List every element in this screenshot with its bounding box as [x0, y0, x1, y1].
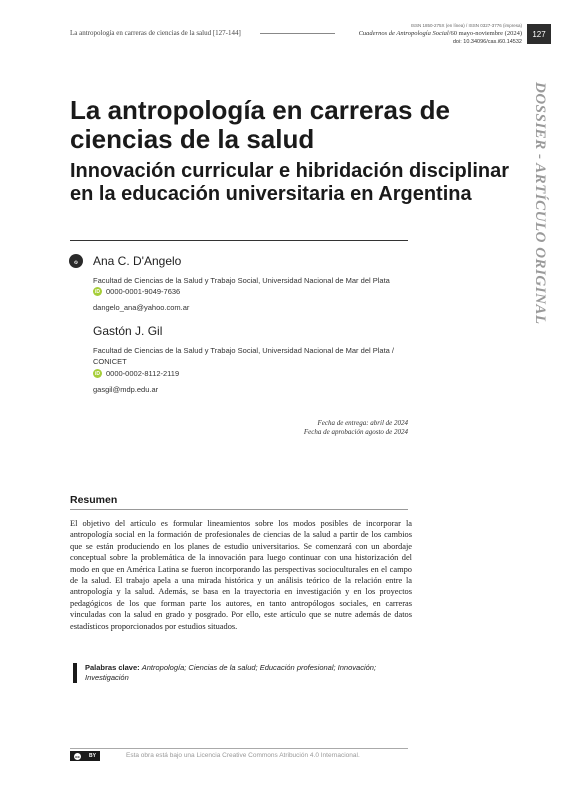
orcid-number[interactable]: 0000-0002-8112-2119	[106, 369, 180, 378]
page-number: 127	[527, 24, 551, 44]
affiliation-line: CONICET	[93, 357, 127, 366]
orcid-number[interactable]: 0000-0001-9049-7636	[106, 287, 181, 296]
doi-line[interactable]: doi: 10.34096/cas.i60.14532	[452, 39, 522, 45]
keywords-label: Palabras clave:	[85, 663, 140, 672]
issn-line: ISSN 1850-275X (en línea) / ISSN 0327-3776 (impresa)	[410, 23, 522, 28]
author-email[interactable]: dangelo_ana@yahoo.com.ar	[93, 303, 190, 312]
keywords-text: Antropología; Ciencias de la salud; Educación profesional; Innovación; Investigación	[85, 663, 377, 682]
article-title: La antropología en carreras de ciencias de la salud	[70, 95, 451, 154]
keywords-bar	[73, 663, 77, 683]
abstract-text: El objetivo del artículo es formular lineamientos sobre los modos posibles de incorporar la antropología social en la formación de profesionales de ciencias de la salud a partir de los cambios que se están produciendo en los planes de estudio universitarios. Se comenzará con un abordaje conceptual sobre la problemática de la innovación para luego continuar con una historización del modo en que en América Latina se fueron incorporando las perspectivas socioculturales en el campo de la salud. El trabajo apela a una mirada histórica y un análisis teórico de la relación entre la antropología y la salud. Además, se basa en la trayectoria en investigación y en los proyectos pedagógicos de los que forman parte los autores, en tanto antropólogos sociales, en carreras vinculadas con la salud en grado y posgrado. Por ello, este artículo que se nutre además de datos estadísticos proporcionados por estudios situados.	[70, 519, 412, 631]
author-name: Ana C. D'Angelo	[93, 254, 182, 268]
running-head: La antropología en carreras de ciencias de la salud [127-144]	[70, 29, 241, 37]
journal-issue: /60 mayo-noviembre (2024)	[448, 30, 522, 37]
keywords	[85, 663, 405, 682]
author-affiliation: Facultad de Ciencias de la Salud y Trabajo Social, Universidad Nacional de Mar del Plata	[93, 276, 390, 285]
author-affiliation	[93, 345, 413, 367]
orcid-icon: iD	[95, 370, 100, 377]
header-rule	[260, 33, 335, 34]
submission-dates	[250, 419, 408, 437]
journal-name: Cuadernos de Antropología Social	[358, 30, 449, 37]
cc-by-label: BY	[89, 753, 96, 759]
journal-line	[359, 30, 522, 37]
approval-date: Fecha de aprobación agosto de 2024	[303, 428, 408, 436]
title-rule	[70, 240, 408, 241]
abstract-rule	[70, 509, 408, 510]
delivery-date: Fecha de entrega: abril de 2024	[317, 419, 408, 427]
author-mark-icon: ℴ	[69, 254, 83, 268]
article-subtitle: Innovación curricular e hibridación disciplinar en la educación universitaria en Argentina	[70, 160, 509, 205]
cc-by-icon[interactable]	[70, 751, 100, 761]
section-side-label: DOSSIER - ARTÍCULO ORIGINAL	[532, 82, 548, 325]
author-orcid[interactable]	[93, 287, 180, 296]
author-email[interactable]: gasgil@mdp.edu.ar	[93, 385, 159, 394]
abstract-heading: Resumen	[70, 494, 118, 506]
license-text[interactable]: Esta obra está bajo una Licencia Creative Commons Atribución 4.0 Internacional.	[126, 752, 360, 759]
author-orcid[interactable]	[93, 369, 179, 378]
orcid-icon: iD	[95, 288, 100, 295]
author-name: Gastón J. Gil	[93, 324, 163, 338]
cc-icon: cc	[75, 753, 80, 759]
footer-rule	[70, 748, 408, 749]
affiliation-line: Facultad de Ciencias de la Salud y Trabajo Social, Universidad Nacional de Mar del Plata /	[93, 346, 394, 355]
